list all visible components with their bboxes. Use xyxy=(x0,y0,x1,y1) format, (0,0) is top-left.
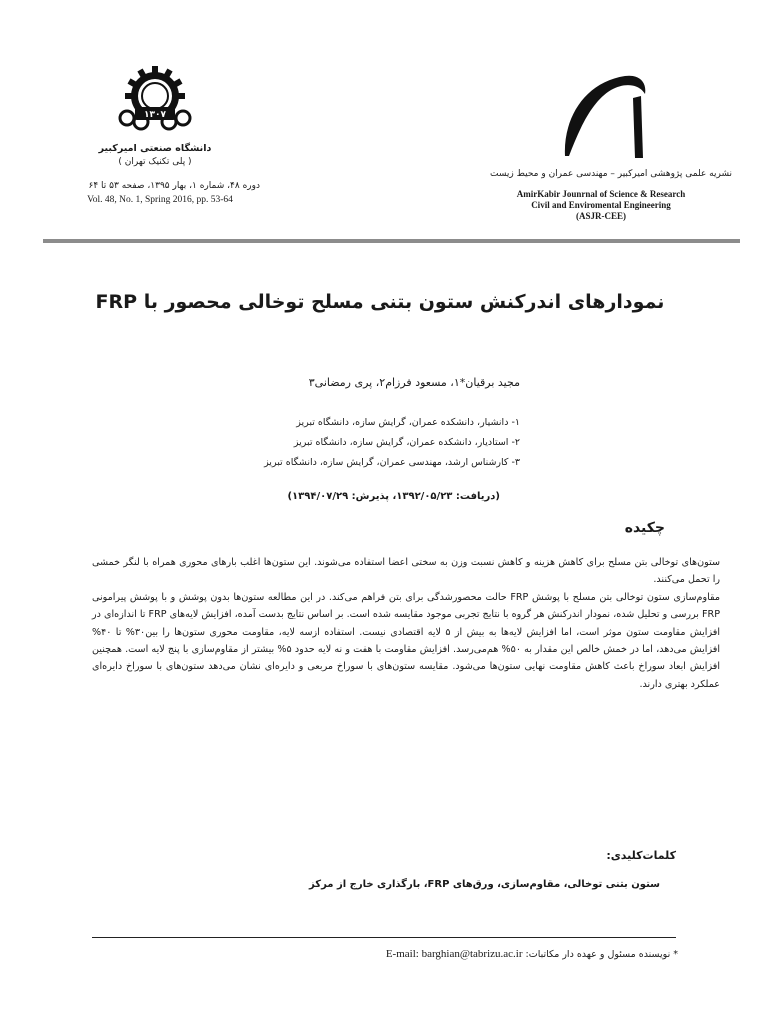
corresponding-author-footnote xyxy=(150,947,678,962)
received-accepted-dates: (دریافت: ۱۳۹۲/۰۵/۲۳، پذیرش: ۱۳۹۴/۰۷/۲۹) xyxy=(287,491,500,502)
footnote-label: * نویسنده مسئول و عهده دار مکاتبات: xyxy=(525,949,678,960)
abstract-paragraph-2: مقاوم‌سازی ستون توخالی بتن مسلح با پوشش FRP حالت محصورشدگی برای بتن فراهم می‌کند. در این مطالعه ستون‌ها بدون پوشش و با پوشش پیرامونی FRP بررسی و تحلیل شده، نمودار اندرکنش هر گروه با نتایج تجربی موجود مقایسه شده است. بر اساس نتایج بدست آمده، افزایش لایه‌های FRP تا اندازه‌ای در افزایش مقاومت ستون موثر است، اما افزایش لایه‌ها به بیش از ۵ لایه اقتصادی نیست. استفاده ازسه لایه، مقاومت محوری ستون‌ها را بین۳۰% تا ۴۰% افزایش می‌دهد، اما در خمش خالص این مقدار به ۵۰% هم‌می‌رسد. افزایش مقاومت با هفت و نه لایه حدود ۵% بیشتر از مقاوم‌سازی با پنج لایه است. همچنین افزایش ابعاد سوراخ باعث کاهش مقاومت نهایی ستون‌ها می‌شود. مقایسه ستون‌های با سوراخ مربعی و دایره‌ای نشان می‌دهد ستون‌های با سوراخ دایره‌ای عملکرد بهتری دارند. xyxy=(92,591,720,690)
journal-name-english-line1: AmirKabir Jounrnal of Science & Research xyxy=(516,189,686,199)
university-name: دانشگاه صنعتی امیرکبیر xyxy=(98,143,212,154)
paper-title: نمودارهای اندرکنش ستون بتنی مسلح توخالی محصور با FRP xyxy=(95,291,665,313)
abstract-paragraph-1: ستون‌های توخالی بتن مسلح برای کاهش هزینه و کاهش نسبت وزن به سختی اعضا استفاده می‌شوند. این ستون‌ها اغلب بارهای محوری همراه با لنگر خمشی را تحمل می‌کنند. xyxy=(92,557,720,586)
university-subtitle: ( پلی تکنیک تهران ) xyxy=(118,157,192,167)
affiliation-2: ۲- استادیار، دانشکده عمران، گرایش سازه، دانشگاه تبریز xyxy=(293,437,520,448)
journal-name-persian: نشریه علمی پژوهشی امیرکبیر – مهندسی عمران و محیط زیست xyxy=(490,169,732,179)
corresponding-email[interactable]: E-mail: barghian@tabrizu.ac.ir xyxy=(385,948,523,960)
logo-year-text: ۱۳۰۷ xyxy=(144,110,166,120)
journal-name-english-line3: (ASJR-CEE) xyxy=(575,211,626,221)
footnote-divider xyxy=(92,937,676,938)
keywords-heading: کلمات‌کلیدی: xyxy=(606,849,676,862)
abstract-heading: چکیده xyxy=(624,520,665,536)
amirkabir-university-logo xyxy=(115,60,195,140)
header-divider xyxy=(43,239,740,243)
issue-info-persian: دوره ۴۸، شماره ۱، بهار ۱۳۹۵، صفحه ۵۳ تا ۶۴ xyxy=(88,181,260,191)
keywords-list: ستون بتنی توخالی، مقاوم‌سازی، ورق‌های FRP، بارگذاری خارج از مرکز xyxy=(309,879,660,890)
abstract-body xyxy=(92,554,720,693)
affiliation-3: ۳- کارشناس ارشد، مهندسی عمران، گرایش سازه، دانشگاه تبریز xyxy=(264,457,520,468)
affiliation-1: ۱- دانشیار، دانشکده عمران، گرایش سازه، دانشگاه تبریز xyxy=(296,417,520,428)
journal-name-english-line2: Civil and Enviromental Engineering xyxy=(531,200,671,210)
journal-logo xyxy=(555,68,650,160)
author-list: مجید برقیان*۱، مسعود فرزام۲، پری رمضانی۳ xyxy=(308,376,520,389)
issue-info-english: Vol. 48, No. 1, Spring 2016, pp. 53-64 xyxy=(87,195,233,205)
